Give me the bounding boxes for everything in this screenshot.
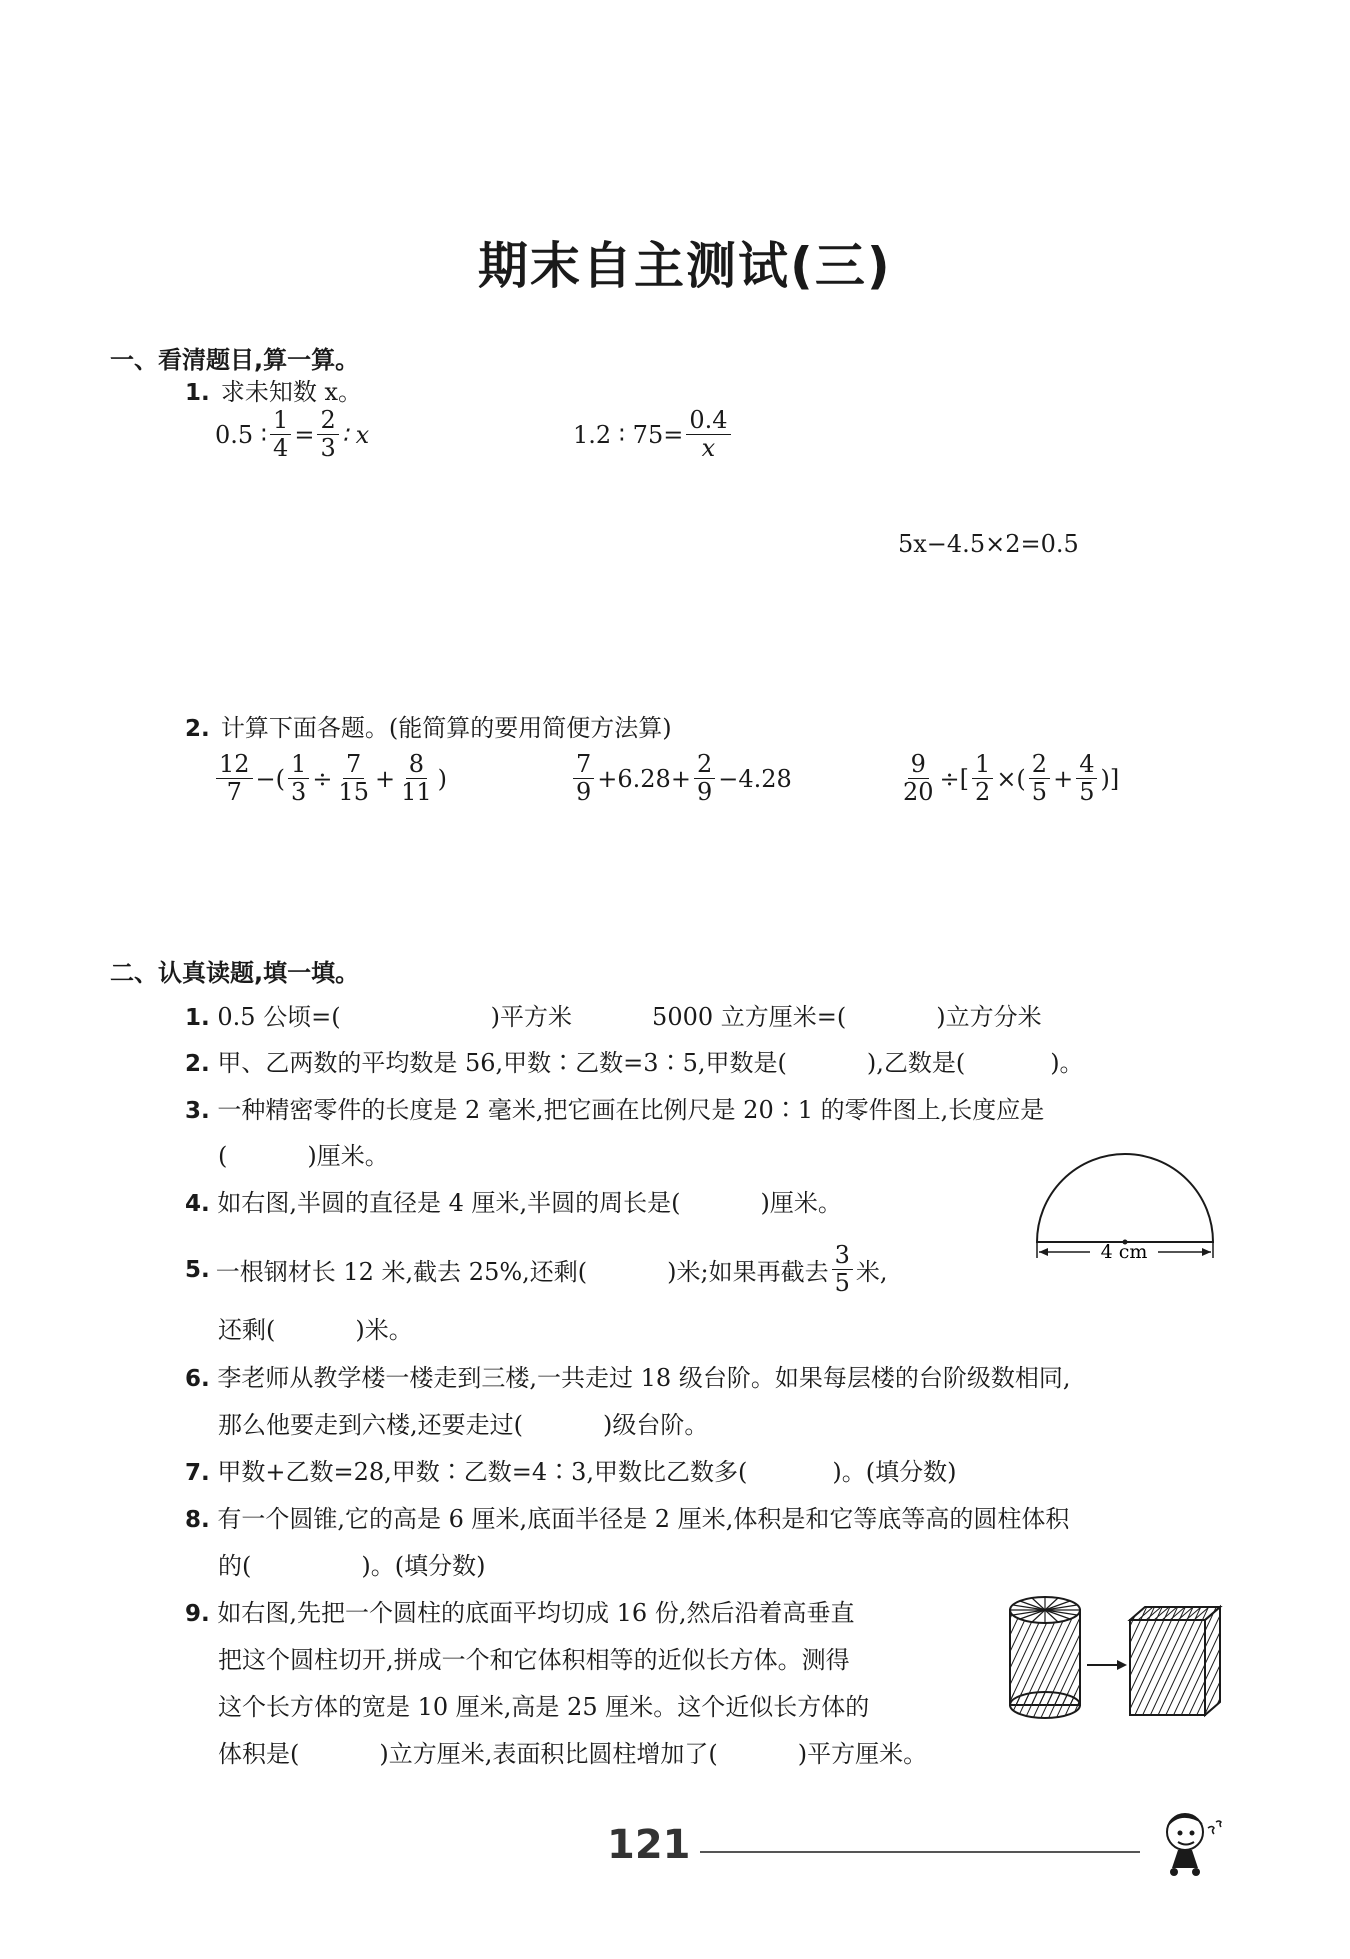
- fill-item-3: 3. 一种精密零件的长度是 2 毫米,把它画在比例尺是 20∶1 的零件图上,长度应是: [185, 1096, 1045, 1124]
- fill-item-2: 2. 甲、乙两数的平均数是 56,甲数∶乙数=3∶5,甲数是( ),乙数是( )。: [185, 1049, 1084, 1077]
- page-title: 期末自主测试(三): [478, 237, 892, 295]
- expression-2: [570, 752, 792, 805]
- operator: +6.28+: [597, 764, 691, 793]
- arrow-left-icon: [1039, 1248, 1048, 1256]
- fill-item-8-line2: 的( )。(填分数): [218, 1552, 486, 1580]
- fraction: $\frac{1}{3}$: [288, 752, 309, 805]
- fraction: $\frac{0.4}{x}$: [686, 408, 730, 461]
- fill-item-6-line2: 那么他要走到六楼,还要走过( )级台阶。: [218, 1411, 709, 1439]
- item-number: 7.: [185, 1460, 210, 1486]
- item-number: 1.: [185, 1005, 210, 1031]
- q2-number: 2.: [185, 716, 210, 742]
- item-number: 6.: [185, 1366, 210, 1392]
- section-1-heading: 一、看清题目,算一算。: [110, 346, 360, 374]
- operator: ): [437, 764, 447, 793]
- expression-3: [897, 752, 1119, 805]
- fraction: $\frac{2}{5}$: [1029, 752, 1050, 805]
- operator: ÷: [312, 764, 333, 793]
- fraction: $\frac{3}{5}$: [832, 1243, 853, 1296]
- fill-item-3-line2: ( )厘米。: [218, 1142, 389, 1170]
- item-number: 9.: [185, 1601, 210, 1627]
- item-number: 4.: [185, 1191, 210, 1217]
- fraction: $\frac{9}{20}$: [903, 750, 934, 807]
- operator: −(: [255, 764, 286, 793]
- cartoon-mascot-icon: [1150, 1800, 1230, 1880]
- operator: −4.28: [718, 764, 792, 793]
- operator: +: [374, 764, 396, 793]
- fill-item-9-line3: 这个长方体的宽是 10 厘米,高是 25 厘米。这个近似长方体的: [218, 1693, 870, 1721]
- fill-item-8: 8. 有一个圆锥,它的高是 6 厘米,底面半径是 2 厘米,体积是和它等底等高的圆柱体积: [185, 1505, 1070, 1533]
- fill-item-5-line2: 还剩( )米。: [218, 1316, 413, 1344]
- item-number: 5.: [185, 1256, 210, 1283]
- q1-text: 求未知数 x。: [220, 378, 363, 406]
- item-number: 8.: [185, 1507, 210, 1533]
- operator: +: [1053, 764, 1074, 793]
- equation-3-display: 5x−4.5×2=0.5: [898, 530, 1079, 558]
- fill-item-7: 7. 甲数+乙数=28,甲数∶乙数=4∶3,甲数比乙数多( )。(填分数): [185, 1458, 957, 1486]
- fraction: $\frac{1}{2}$: [972, 752, 993, 805]
- operator: ÷[: [939, 764, 970, 793]
- fill-item-9-line2: 把这个圆柱切开,拼成一个和它体积相等的近似长方体。测得: [218, 1646, 850, 1674]
- q2-prompt: [185, 708, 672, 743]
- cylinder-to-cuboid-figure: [1005, 1595, 1230, 1735]
- eq2-left: 1.2 ∶ 75=: [573, 420, 684, 449]
- equation-1: [215, 408, 369, 461]
- fraction: $\frac{2}{9}$: [694, 752, 715, 805]
- fraction: $\frac{12}{7}$: [216, 752, 253, 805]
- arrow-right-icon: [1117, 1660, 1127, 1670]
- equation-2: [573, 408, 734, 461]
- item-number: 2.: [185, 1051, 210, 1077]
- fraction: $\frac{8}{11}$: [401, 750, 432, 807]
- diameter-label: 4 cm: [1100, 1241, 1148, 1260]
- eq1-right: ∶ x: [341, 420, 370, 449]
- footer-rule: [700, 1851, 1140, 1853]
- fill-item-1: 1. 0.5 公顷=( )平方米 5000 立方厘米=( )立方分米: [185, 1003, 1042, 1031]
- fraction: $\frac{7}{15}$: [338, 750, 369, 807]
- fill-item-6: 6. 李老师从教学楼一楼走到三楼,一共走过 18 级台阶。如果每层楼的台阶级数相同,: [185, 1364, 1071, 1392]
- semicircle-figure: [1030, 1130, 1220, 1260]
- q1-prompt: [185, 372, 362, 407]
- eq1-left: 0.5 ∶: [215, 420, 268, 449]
- q2-text: 计算下面各题。(能简算的要用简便方法算): [220, 714, 672, 742]
- fraction: $\frac{4}{5}$: [1076, 752, 1097, 805]
- cuboid-icon: [1130, 1607, 1220, 1715]
- equals-sign: =: [294, 420, 315, 449]
- arrow-right-icon: [1202, 1248, 1211, 1256]
- fraction: $\frac{7}{9}$: [573, 752, 594, 805]
- fill-item-5: 5. 一根钢材长 12 米,截去 25%,还剩( )米;如果再截去 $\frac{3}{5}$ 米,: [185, 1241, 888, 1298]
- item-number: 3.: [185, 1098, 210, 1124]
- expression-1: [213, 752, 447, 805]
- q1-number: 1.: [185, 380, 210, 406]
- cylinder-icon: [1009, 1597, 1081, 1718]
- section-2-heading: 二、认真读题,填一填。: [110, 959, 360, 987]
- fill-item-9: 9. 如右图,先把一个圆柱的底面平均切成 16 份,然后沿着高垂直: [185, 1599, 855, 1627]
- fill-item-4: 4. 如右图,半圆的直径是 4 厘米,半圆的周长是( )厘米。: [185, 1189, 842, 1217]
- fill-item-9-line4: 体积是( )立方厘米,表面积比圆柱增加了( )平方厘米。: [218, 1740, 928, 1768]
- fraction: $\frac{1}{4}$: [270, 408, 291, 461]
- page-number: 121: [607, 1822, 691, 1868]
- operator: )]: [1100, 764, 1120, 793]
- semicircle-shape: [1037, 1154, 1213, 1242]
- fraction: $\frac{2}{3}$: [317, 408, 338, 461]
- operator: ×(: [996, 764, 1026, 793]
